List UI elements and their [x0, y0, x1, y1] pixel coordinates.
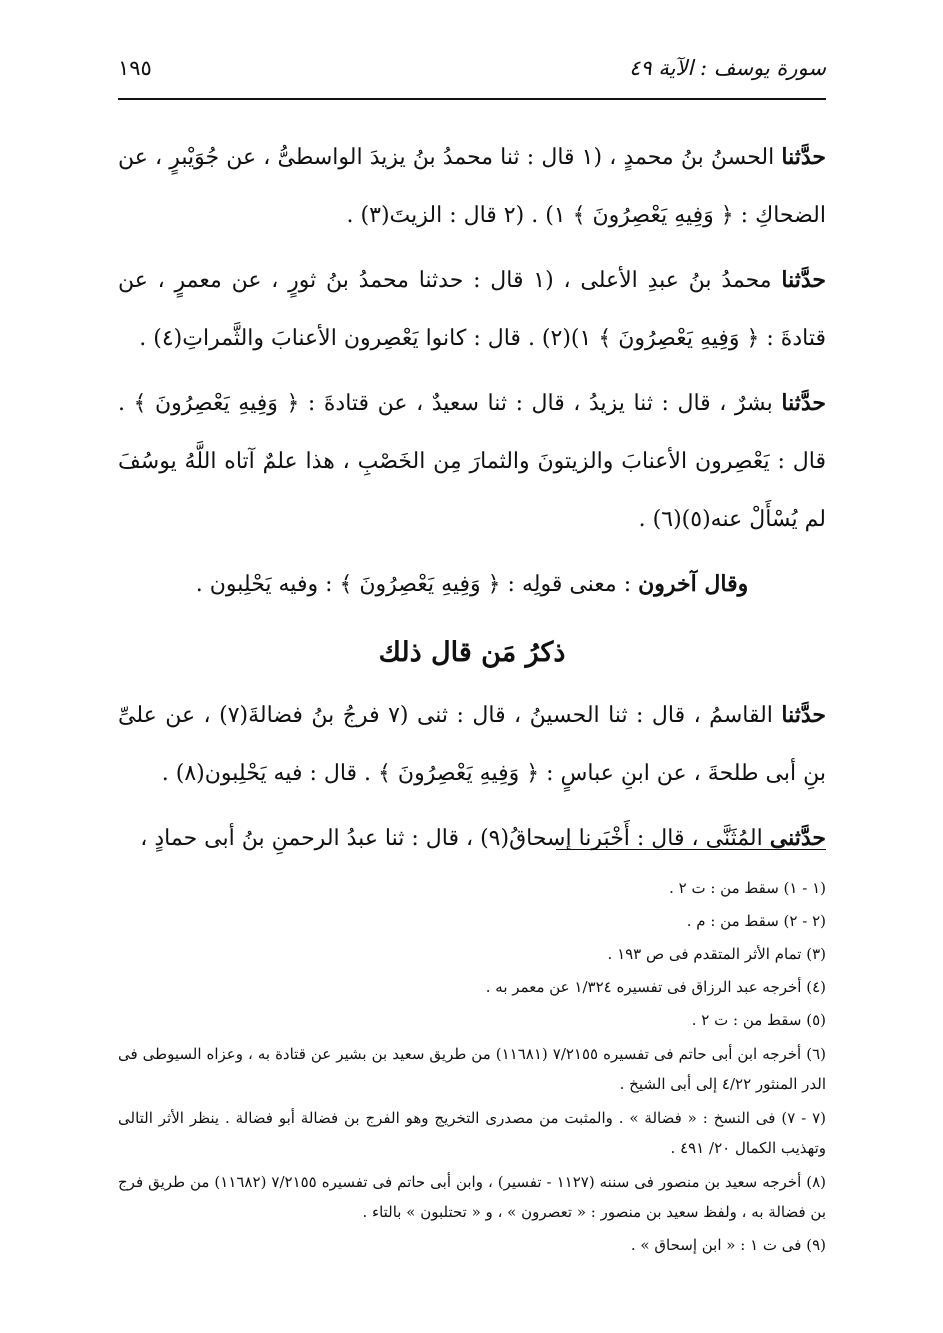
- footnote: (٤) أخرجه عبد الرزاق فى تفسيره ١/٣٢٤ عن معمر به .: [485, 978, 826, 996]
- isnad-lead: حدَّثنا: [781, 702, 826, 728]
- footnote: (٧ - ٧) فى النسخ : « فضالة » . والمثبت من مصدرى التخريج وهو الفرج بن فضالة أبو فضالة . ينظر الأثر التالى وتهذيب الكمال ٢٠/ ٤٩١ .: [118, 1109, 826, 1157]
- running-header: [118, 48, 826, 88]
- isnad-lead: حدَّثنا: [781, 144, 826, 170]
- main-text: [118, 128, 826, 874]
- paragraph-6: [118, 809, 826, 868]
- paragraph-1: [118, 128, 826, 245]
- isnad-lead: حدَّثنا: [781, 267, 826, 293]
- paragraph-5: [118, 686, 826, 803]
- paragraph-3: [118, 374, 826, 549]
- footnote: (٩) فى ت ١ : « ابن إسحاق » .: [630, 1236, 826, 1254]
- footnote: (٥) سقط من : ت ٢ .: [691, 1011, 826, 1029]
- footnote: (٢ - ٢) سقط من : م .: [686, 912, 826, 930]
- paragraph-text: : معنى قولِه : ﴿ وَفِيهِ يَعْصِرُونَ ﴾ : وفيه يَحْلِبون .: [195, 572, 632, 597]
- paragraph-text: المُثَنَّى ، قال : أَخْبَرنا إسحاقُ(٩) ، قال : ثنا عبدُ الرحمنِ بنُ أبى حمادٍ ،: [140, 826, 763, 851]
- paragraph-text: الحسنُ بنُ محمدٍ ، (١ قال : ثنا محمدُ بنُ يزيدَ الواسطىُّ ، عن جُوَيْبرٍ ، عن الضحاكِ : ﴿ وَفِيهِ يَعْصِرُونَ ﴾ ١) . (٢ قال : الزيتَ(٣) .: [118, 145, 826, 228]
- header-rule: [118, 98, 826, 100]
- page-number: ١٩٥: [118, 56, 152, 80]
- section-heading: ذكرُ مَن قال ذلك: [378, 637, 566, 668]
- footnotes: [118, 874, 826, 1264]
- footnotes-rule: [556, 849, 826, 850]
- running-title: سورة يوسف : الآية ٤٩: [629, 56, 826, 80]
- paragraph-text: بشرٌ ، قال : ثنا يزيدُ ، قال : ثنا سعيدٌ ، عن قتادةَ : ﴿ وَفِيهِ يَعْصِرُونَ ﴾ . قال : يَعْصِرون الأعنابَ والزيتونَ والثمارَ مِن الخَصْبِ ، هذا علمٌ آتاه اللَّهُ يوسُفَ لم يُسْأَلْ عنه(٥)(٦) .: [118, 391, 826, 532]
- paragraph-4: [118, 555, 826, 614]
- isnad-lead: حدَّثنا: [781, 390, 827, 416]
- paragraph-2: [118, 251, 826, 368]
- isnad-lead: وقال آخرون: [638, 571, 749, 597]
- paragraph-text: محمدُ بنُ عبدِ الأعلى ، (١ قال : حدثنا محمدُ بنُ ثورٍ ، عن معمرٍ ، عن قتادةَ : ﴿ وَفِيهِ يَعْصِرُونَ ﴾ ١)(٢) . قال : كانوا يَعْصِرون الأعنابَ والثَّمراتِ(٤) .: [118, 268, 826, 351]
- footnote: (٦) أخرجه ابن أبى حاتم فى تفسيره ٧/٢١٥٥ (١١٦٨١) من طريق سعيد بن بشير عن قتادة به ، وعزاه السيوطى فى الدر المنثور ٤/٢٢ إلى أبى الشيخ .: [118, 1045, 826, 1093]
- paragraph-text: القاسمُ ، قال : ثنا الحسينُ ، قال : ثنى (٧ فرجُ بنُ فضالةَ(٧) ، عن علىِّ بنِ أبى طلحةَ ، عن ابنِ عباسٍ : ﴿ وَفِيهِ يَعْصِرُونَ ﴾ . قال : فيه يَحْلِبون(٨) .: [118, 703, 826, 786]
- footnote: (١ - ١) سقط من : ت ٢ .: [669, 879, 826, 897]
- footnote: (٣) تمام الأثر المتقدم فى ص ١٩٣ .: [607, 945, 826, 963]
- footnote: (٨) أخرجه سعيد بن منصور فى سننه (١١٢٧ - تفسير) ، وابن أبى حاتم فى تفسيره ٧/٢١٥٥ (١١٦٨٢) من طريق فرج بن فضالة به ، ولفظ سعيد بن منصور : « تعصرون » ، و « تحتلبون » بالتاء .: [118, 1173, 827, 1221]
- isnad-lead: حدَّثنى: [769, 825, 826, 851]
